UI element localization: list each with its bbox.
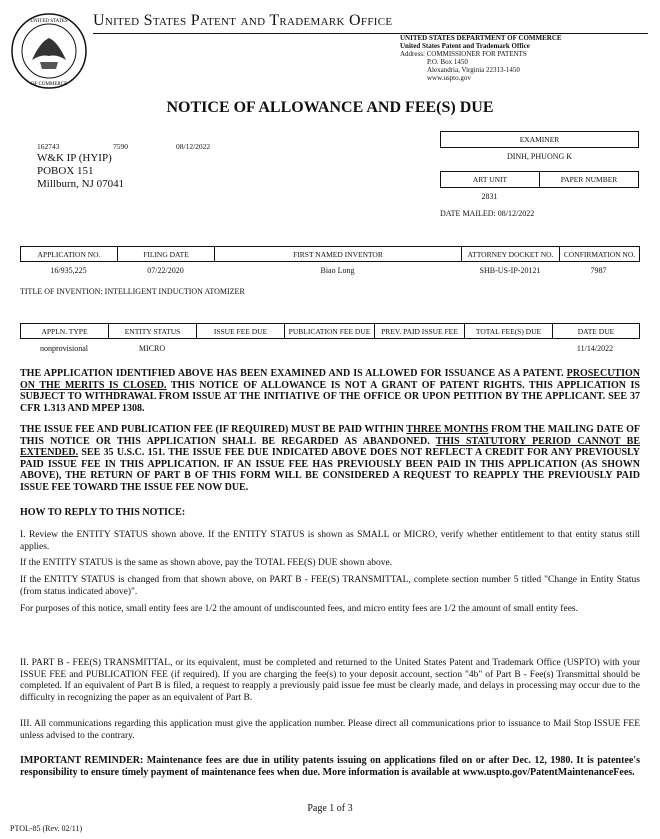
header-docket-no: ATTORNEY DOCKET NO. [462,247,560,261]
header-prev-paid-issue-fee: PREV. PAID ISSUE FEE [375,324,465,338]
confirmation-no: 7987 [590,266,607,275]
application-table-header [20,246,640,262]
fee-table-header [20,323,640,339]
addressee-name: W&K IP (HYIP) [37,152,112,164]
address-line1: COMMISSIONER FOR PATENTS [426,50,527,58]
header-date-due: DATE DUE [577,326,615,336]
page-title: NOTICE OF ALLOWANCE AND FEE(S) DUE [166,99,494,116]
instruction-i: I. Review the ENTITY STATUS shown above. If the ENTITY STATUS is shown as SMALL or MICRO, verify whether entitlement to that entity status still applies. [20,530,640,552]
date-due: 11/14/2022 [576,344,614,353]
form-number: PTOL-85 (Rev. 02/11) [10,824,83,833]
header-filing-date: FILING DATE [118,247,215,261]
header-first-inventor: FIRST NAMED INVENTOR [215,247,462,261]
fee-table-row [20,344,640,356]
header-application-no: APPLICATION NO. [21,247,118,261]
fee-text-c: SEE 35 U.S.C. 151. THE ISSUE FEE DUE INDICATED ABOVE DOES NOT REFLECT A CREDIT FOR ANY PREVIOUSLY PAID ISSUE FEE IN THIS APPLICATION. IF AN ISSUE FEE HAS PREVIOUSLY BEEN PAID IN THIS APPLICATION (AS SHOWN ABOVE), THE RETURN OF PART B OF THIS FORM WILL BE CONSIDERED A REQUEST TO REAPPLY THE PREVIOUSLY PAID ISSUE FEE TOWARD THE ISSUE FEE NOW DUE. [20,447,640,493]
allowance-text-b: THIS NOTICE OF ALLOWANCE IS NOT A GRANT OF PATENT RIGHTS. THIS APPLICATION IS SUBJECT TO WITHDRAWAL FROM ISSUE AT THE INITIATIVE OF THE OFFICE OR UPON PETITION BY THE APPLICANT. SEE 37 CFR 1.313 AND MPEP 1308. [20,379,640,414]
three-months: THREE MONTHS [406,424,489,435]
header-confirmation-no: CONFIRMATION NO. [563,249,636,259]
address-city: Millburn, NJ 07041 [37,178,125,190]
instruction-i-fees: For purposes of this notice, small entity fees are 1/2 the amount of undiscounted fees, and micro entity fees are 1/2 the amount of small entity fees. [20,604,578,614]
fee-text-b: FROM THE MAILING DATE OF THIS NOTICE OR THIS APPLICATION SHALL BE REGARDED AS ABANDONED. [20,424,640,447]
filing-date: 07/22/2020 [147,266,184,275]
address-line4: www.uspto.gov [427,74,471,82]
date-mailed: DATE MAILED: 08/12/2022 [440,209,535,218]
fee-payment-paragraph [20,424,640,493]
header-entity-status: ENTITY STATUS [109,324,197,338]
instruction-ii: II. PART B - FEE(S) TRANSMITTAL, or its equivalent, must be completed and returned to the United States Patent and Trademark Office (USPTO) with your ISSUE FEE and PUBLICATION FEE (if required). If you are charging the fee(s) to your deposit account, section "4b" of Part B - Fee(s) Transmittal should be completed. If an equivalent of Part B is filed, a request to reapply a previously paid issue fee must be clearly made, and delays in processing may occur due to the difficulty in recognizing the paper as an equivalent of Part B. [20,658,640,703]
examiner-name: DINH, PHUONG K [506,152,573,161]
examiner-label: EXAMINER [519,135,560,144]
invention-title: TITLE OF INVENTION: INTELLIGENT INDUCTION ATOMIZER [20,287,245,296]
entity-status: MICRO [138,344,166,353]
svg-text:UNITED STATES: UNITED STATES [30,19,68,24]
svg-text:OF COMMERCE: OF COMMERCE [30,82,68,87]
prosecution-closed: PROSECUTION ON THE MERITS IS CLOSED. [20,368,640,391]
art-unit-value: 2831 [481,192,498,201]
instruction-i-changed: If the ENTITY STATUS is changed from that shown above, on PART B - FEE(S) TRANSMITTAL, complete section number 5 titled "Change in Entity Status (from status indicated above)". [20,575,640,597]
art-unit-label: ART UNIT [441,172,540,187]
mail-code2: 7590 [113,142,128,151]
application-table-row [20,266,640,278]
page-number: Page 1 of 3 [307,803,353,814]
instruction-iii: III. All communications regarding this application must give the application number. Please direct all communications prior to issuance to Mail Stop ISSUE FEE unless advised to the contrary. [20,719,640,741]
appln-type: nonprovisional [40,344,88,353]
address-line2: P.O. Box 1450 [427,58,468,66]
uspto-seal [10,12,88,90]
mail-code1: 162743 [37,142,60,151]
dept-line1: UNITED STATES DEPARTMENT OF COMMERCE [400,34,562,42]
address-line3: Alexandria, Virginia 22313-1450 [427,66,520,74]
header-appln-type: APPLN. TYPE [21,324,109,338]
header-publication-fee-due: PUBLICATION FEE DUE [285,324,375,338]
dept-line2: United States Patent and Trademark Office [400,42,530,50]
first-inventor: Biao Long [320,266,355,275]
allowance-text-a: THE APPLICATION IDENTIFIED ABOVE HAS BEEN EXAMINED AND IS ALLOWED FOR ISSUANCE AS A PATENT. [20,368,564,379]
art-unit-box [440,171,639,188]
mailing-address [37,152,124,191]
docket-no: SHB-US-IP-20121 [479,266,541,275]
mail-date: 08/12/2022 [176,142,211,151]
fee-text-a: THE ISSUE FEE AND PUBLICATION FEE (IF REQUIRED) MUST BE PAID WITHIN [20,424,407,435]
address-line: POBOX 151 [37,165,94,177]
paper-number-label: PAPER NUMBER [560,175,618,184]
office-name [93,12,392,30]
office-name-text: United States Patent and Trademark Office [93,12,393,29]
allowance-paragraph [20,368,640,414]
header-issue-fee-due: ISSUE FEE DUE [197,324,285,338]
examiner-box [440,131,639,148]
how-to-reply-heading: HOW TO REPLY TO THIS NOTICE: [20,507,186,518]
important-reminder: IMPORTANT REMINDER: Maintenance fees are due in utility patents issuing on applications filed on or after Dec. 12, 1980. It is patentee's responsibility to ensure timely payment of maintenance fees when due. More information is available at www.uspto.gov/PatentMaintenanceFees. [20,755,640,778]
address-label: Address: [400,50,425,58]
header-total-fees-due: TOTAL FEE(S) DUE [465,324,553,338]
statutory-period: THIS STATUTORY PERIOD CANNOT BE EXTENDED. [20,435,640,458]
department-block [400,34,640,82]
application-no: 16/935,225 [50,266,87,275]
instruction-i-same: If the ENTITY STATUS is the same as shown above, pay the TOTAL FEE(S) DUE shown above. [20,558,393,568]
